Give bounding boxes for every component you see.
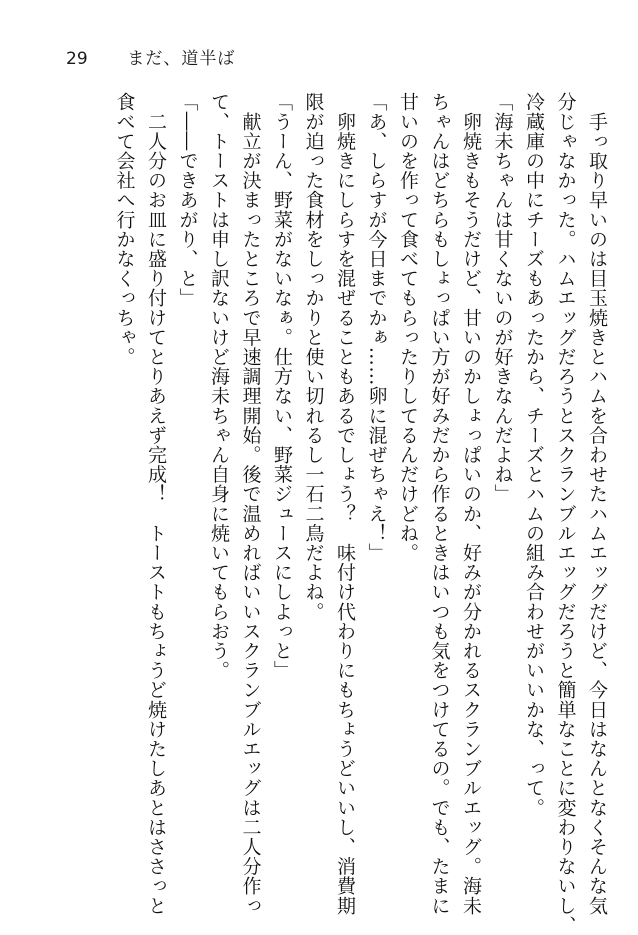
text-line: 卵焼きにしらすを混ぜることもあるでしょう？ 味付け代わりにもちょうどいいし、消費期: [334, 92, 356, 916]
running-header: [66, 44, 235, 69]
text-line: 「――できあがり、と」: [176, 92, 199, 308]
text-line: 分じゃなかった。ハムエッグだろうとスクランブルエッグだろうと簡単なことに変わりないし、: [554, 92, 577, 935]
text-line: 食べて会社へ行かなくっちゃ。: [113, 92, 136, 367]
body-text: [52, 92, 612, 935]
text-line: 「海未ちゃんは甘くないのが好きなんだよね」: [491, 92, 514, 504]
text-line: 「あ、しらすが今日までかぁ……卵に混ぜちゃえ！」: [365, 92, 388, 563]
text-line: 献立が決まったところで早速調理開始。後で温めればいいスクランブルエッグは二人分作っ: [239, 92, 262, 916]
page-number: 29: [66, 49, 88, 69]
text-line: 卵焼きもそうだけど、甘いのかしょっぱいのか、好みが分かれるスクランブルエッグ。海未: [460, 92, 482, 916]
text-line: 冷蔵庫の中にチーズもあったから、チーズとハムの組み合わせがいいかな、って。: [523, 92, 545, 818]
chapter-title: まだ、道半ば: [127, 49, 236, 69]
text-line: 「うーん、野菜がないなぁ。仕方ない、野菜ジュースにしよっと」: [271, 92, 293, 680]
text-line: て、トーストは申し訳ないけど海未ちゃん自身に焼いてもらおう。: [208, 92, 230, 680]
text-line: ちゃんはどちらもしょっぱい方が好みだから作るときはいつも気をつけてるの。でも、たまに: [428, 92, 451, 916]
text-line: 甘いのを作って食べてもらったりしてるんだけどね。: [397, 92, 419, 563]
text-line: 限が迫った食材をしっかりと使い切れるし一石二鳥だよね。: [302, 92, 325, 622]
text-line: 二人分のお皿に盛り付けてとりあえず完成！ トーストもちょうど焼けたしあとはささっと: [145, 92, 167, 916]
text-line: 手っ取り早いのは目玉焼きとハムを合わせたハムエッグだけど、今日はなんとなくそんな気: [586, 92, 608, 916]
